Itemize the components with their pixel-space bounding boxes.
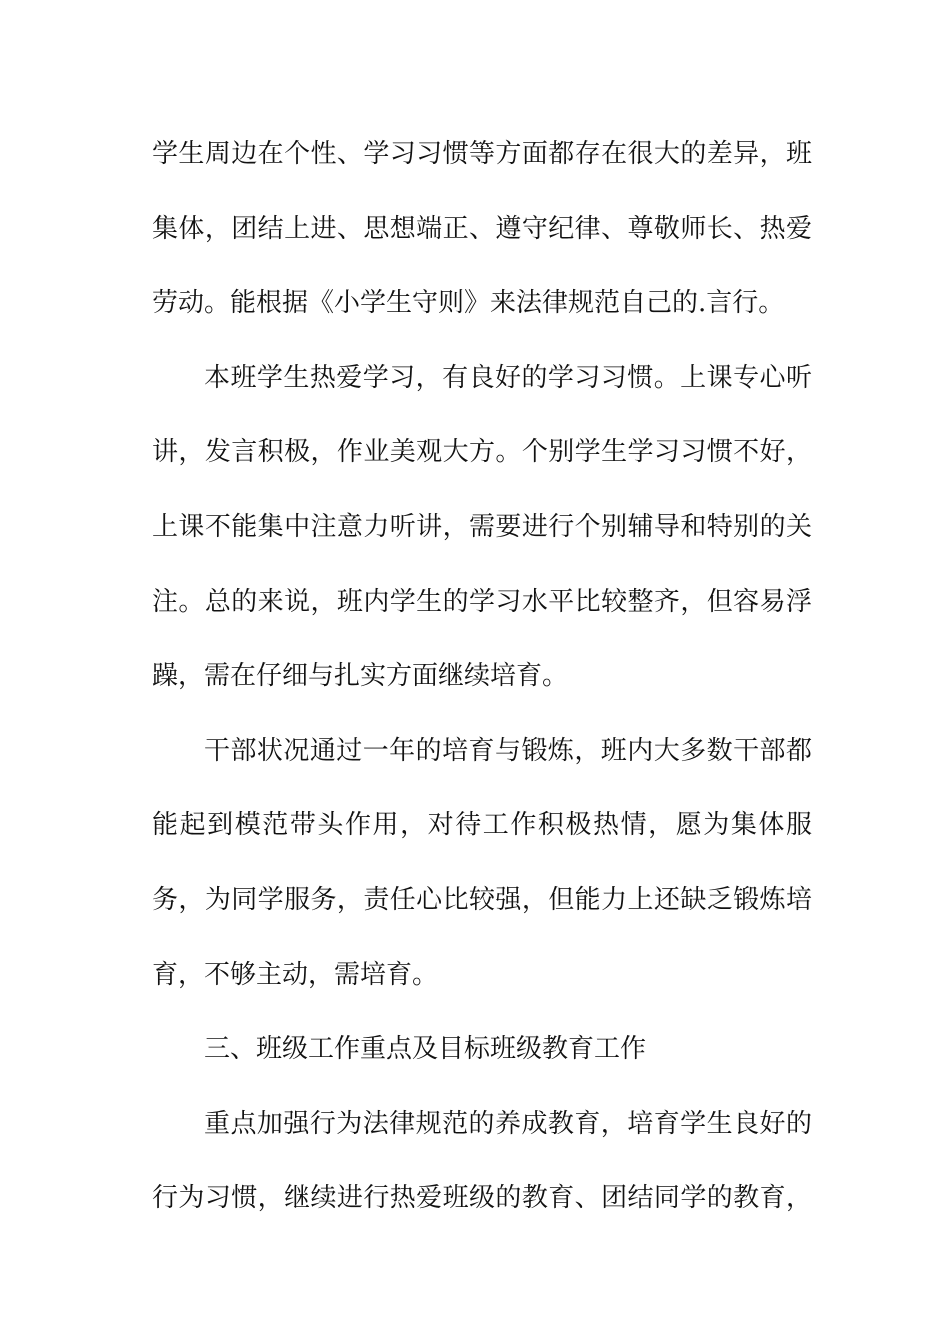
text-line: 上课不能集中注意力听讲，需要进行个别辅导和特别的关 [152, 511, 812, 542]
text-line: 讲，发言积极，作业美观大方。个别学生学习习惯不好， [152, 437, 812, 468]
text-line: 务，为同学服务，责任心比较强，但能力上还缺乏锻炼培 [152, 884, 812, 915]
text-line: 学生周边在个性、学习习惯等方面都存在很大的差异，班 [152, 139, 812, 169]
text-line: 躁，需在仔细与扎实方面继续培育。 [152, 661, 569, 692]
text-line: 育，不够主动，需培育。 [152, 959, 439, 990]
paragraph-start-line: 本班学生热爱学习，有良好的学习习惯。上课专心听 [204, 362, 812, 393]
paragraph-start-line: 干部状况通过一年的培育与锻炼，班内大多数干部都 [204, 735, 812, 766]
text-line: 注。总的来说，班内学生的学习水平比较整齐，但容易浮 [152, 586, 812, 617]
section-heading: 三、班级工作重点及目标班级教育工作 [204, 1034, 647, 1065]
paragraph-start-line: 重点加强行为法律规范的养成教育，培育学生良好的 [204, 1108, 812, 1139]
text-line: 能起到模范带头作用，对待工作积极热情，愿为集体服 [152, 810, 812, 841]
text-line: 劳动。能根据《小学生守则》来法律规范自己的.言行。 [152, 288, 785, 319]
body-text [152, 117, 812, 1236]
text-line: 行为习惯，继续进行热爱班级的教育、团结同学的教育， [152, 1183, 812, 1214]
text-line: 集体，团结上进、思想端正、遵守纪律、尊敬师长、热爱 [152, 213, 812, 244]
